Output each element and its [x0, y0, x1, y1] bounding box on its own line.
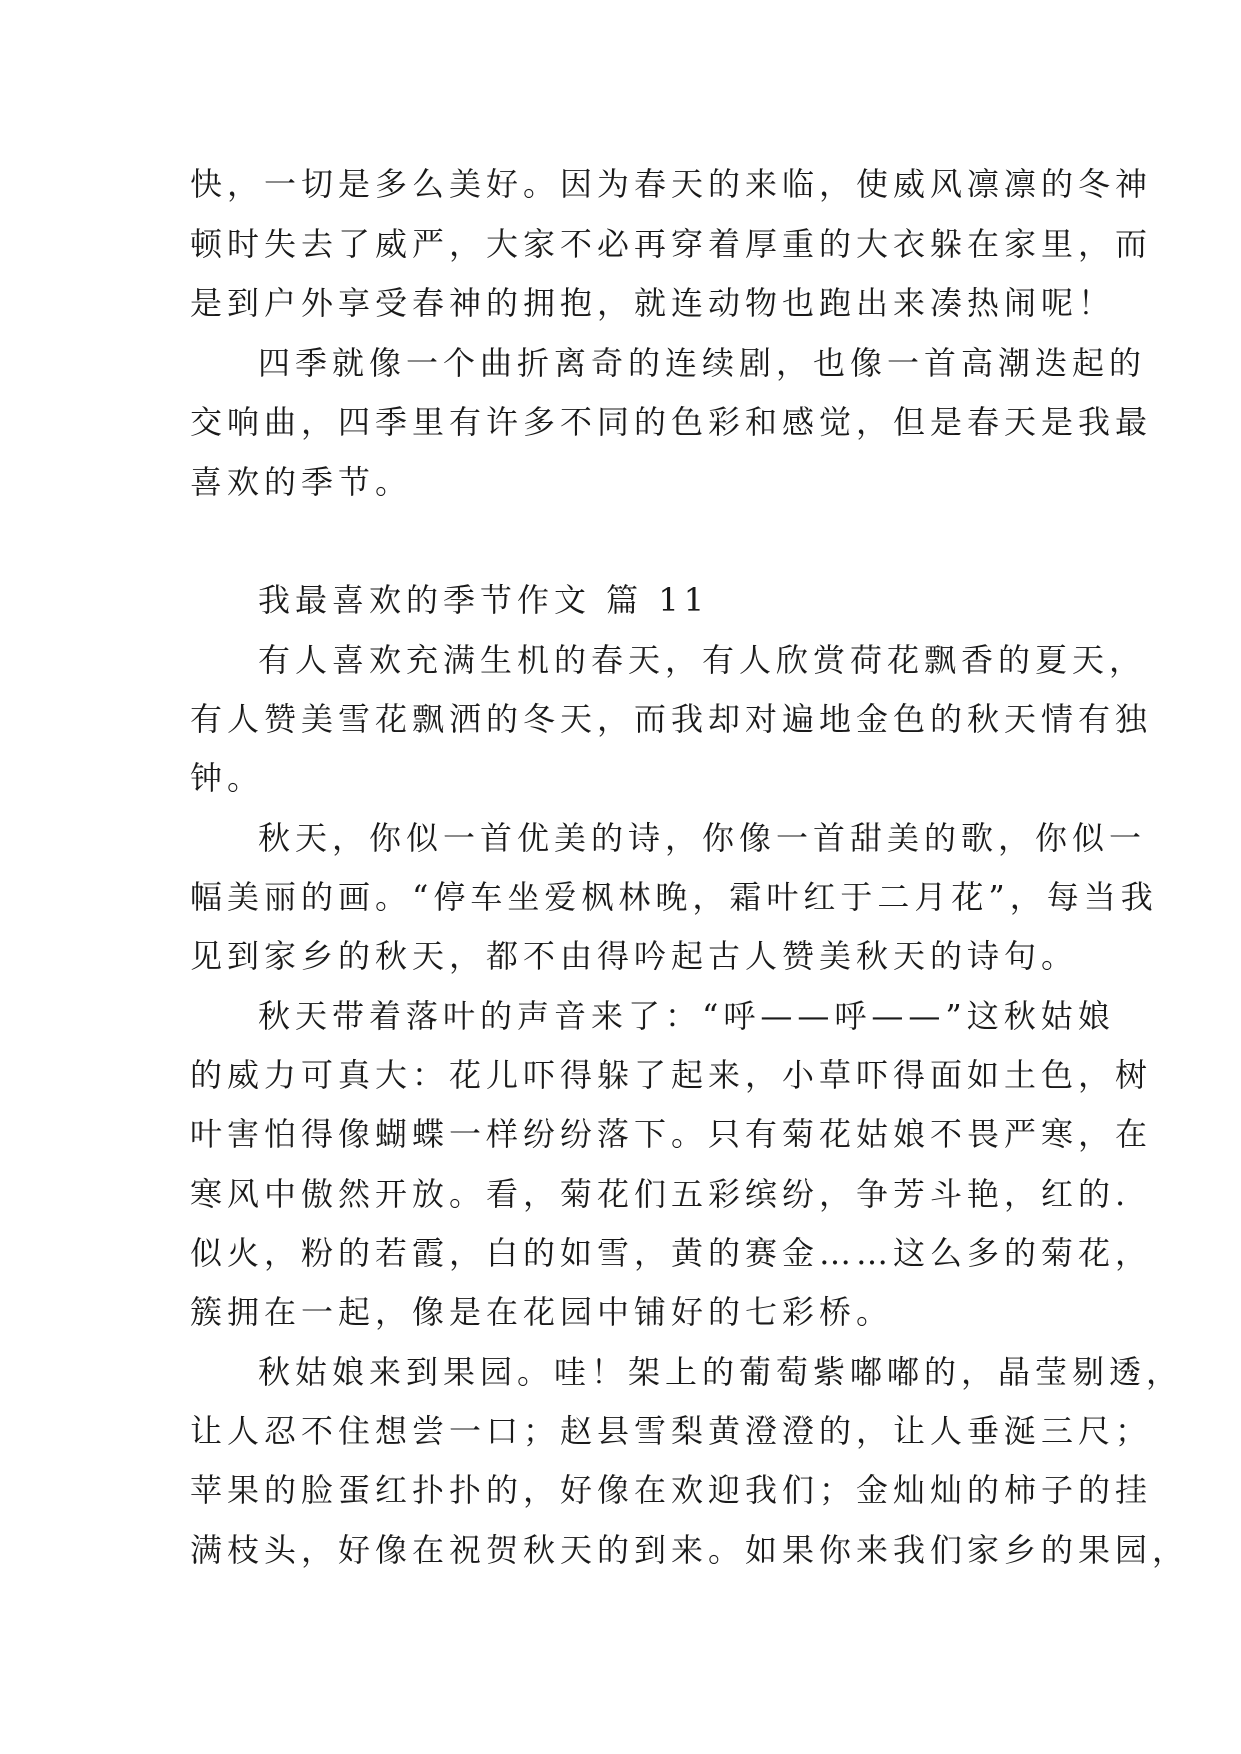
section-heading: 我最喜欢的季节作文 篇 11 [258, 581, 710, 619]
text-line: 满枝头，好像在祝贺秋天的到来。如果你来我们家乡的果园， [190, 1531, 1190, 1569]
text-line: 的威力可真大：花儿吓得躲了起来，小草吓得面如土色，树 [190, 1056, 1153, 1094]
text-line: 有人赞美雪花飘洒的冬天，而我却对遍地金色的秋天情有独 [190, 700, 1153, 738]
paragraph-first-line: 秋天，你似一首优美的诗，你像一首甜美的歌，你似一 [258, 819, 1147, 857]
paragraph-first-line: 有人喜欢充满生机的春天，有人欣赏荷花飘香的夏天， [258, 641, 1147, 679]
text-line: 簇拥在一起，像是在花园中铺好的七彩桥。 [190, 1293, 894, 1331]
text-line: 顿时失去了威严，大家不必再穿着厚重的大衣躲在家里，而 [190, 225, 1153, 263]
text-line: 是到户外享受春神的拥抱，就连动物也跑出来凑热闹呢！ [190, 284, 1116, 322]
paragraph-first-line: 秋姑娘来到果园。哇！架上的葡萄紫嘟嘟的，晶莹剔透， [258, 1353, 1184, 1391]
text-line: 叶害怕得像蝴蝶一样纷纷落下。只有菊花姑娘不畏严寒，在 [190, 1115, 1153, 1153]
text-line: 让人忍不住想尝一口；赵县雪梨黄澄澄的，让人垂涎三尺； [190, 1412, 1153, 1450]
paragraph-first-line: 秋天带着落叶的声音来了：“呼——呼——”这秋姑娘 [258, 997, 1115, 1035]
text-line: 幅美丽的画。“停车坐爱枫林晚，霜叶红于二月花”，每当我 [190, 878, 1158, 916]
text-line: 苹果的脸蛋红扑扑的，好像在欢迎我们；金灿灿的柿子的挂 [190, 1471, 1153, 1509]
text-line: 见到家乡的秋天，都不由得吟起古人赞美秋天的诗句。 [190, 937, 1079, 975]
text-line: 快，一切是多么美好。因为春天的来临，使威风凛凛的冬神 [190, 165, 1153, 203]
text-line: 寒风中傲然开放。看，菊花们五彩缤纷，争芳斗艳，红的. [190, 1175, 1131, 1213]
text-line: 交响曲，四季里有许多不同的色彩和感觉，但是春天是我最 [190, 403, 1153, 441]
text-line: 喜欢的季节。 [190, 463, 413, 501]
text-line: 钟。 [190, 759, 265, 797]
paragraph-first-line: 四季就像一个曲折离奇的连续剧，也像一首高潮迭起的 [258, 344, 1147, 382]
text-line: 似火，粉的若霞，白的如雪，黄的赛金……这么多的菊花， [190, 1234, 1153, 1272]
